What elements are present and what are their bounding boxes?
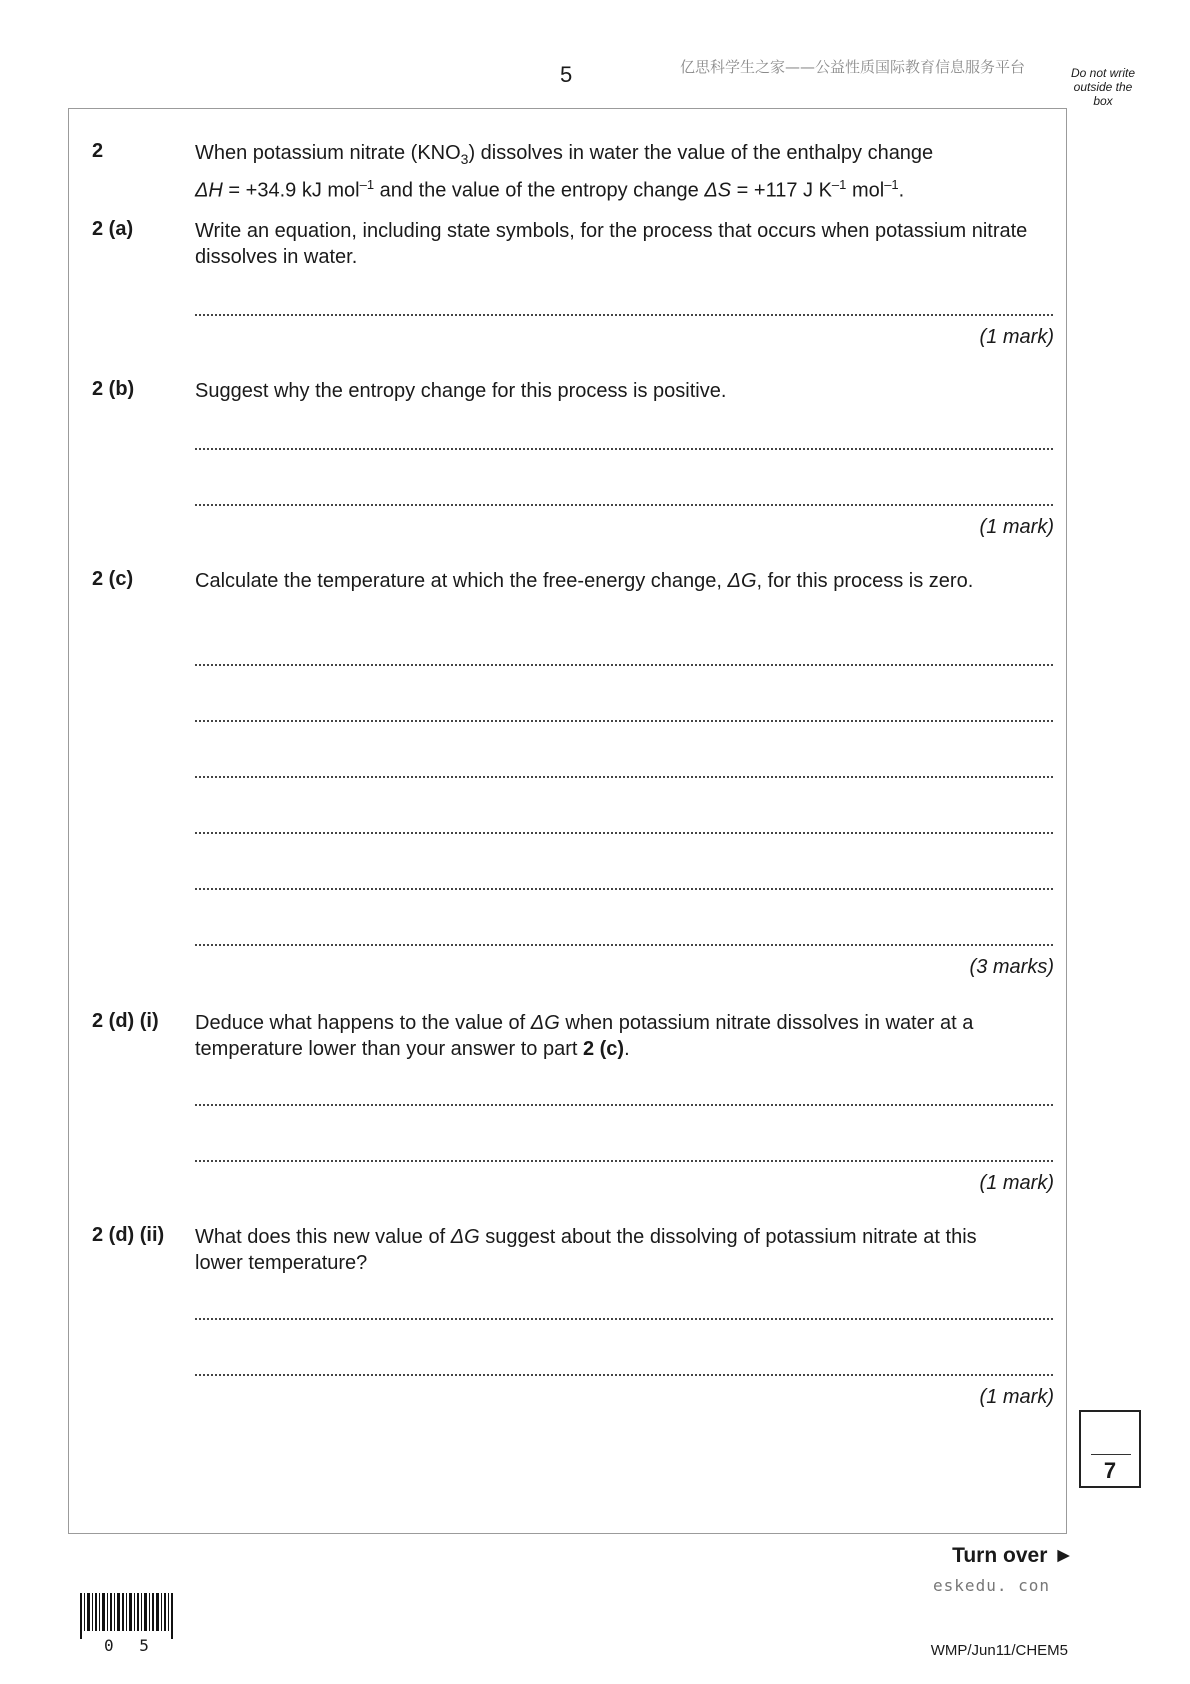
answer-line[interactable]: [195, 1374, 1053, 1376]
part-d-ii-text-a: What does this new value of: [195, 1226, 451, 1248]
part-reference: 2 (c): [582, 1038, 625, 1060]
stem-text: ) dissolves in water the value of the enthalpy change: [468, 142, 934, 164]
part-d-i-text-c: .: [624, 1038, 630, 1060]
delta-h-symbol: ΔH: [195, 179, 223, 202]
answer-line[interactable]: [195, 1318, 1053, 1320]
barcode-digits: 0 5: [104, 1636, 157, 1655]
answer-frame: [68, 108, 1067, 1534]
paper-code: WMP/Jun11/CHEM5: [930, 1642, 1068, 1659]
delta-g-symbol: ΔG: [727, 570, 757, 592]
answer-line[interactable]: [195, 504, 1053, 506]
answer-line[interactable]: [195, 1160, 1053, 1162]
part-b-label: 2 (b): [92, 378, 135, 400]
part-b-marks: (1 mark): [979, 516, 1054, 538]
stem-superscript: –1: [831, 177, 847, 192]
answer-line[interactable]: [195, 314, 1053, 316]
margin-note: Do not write outside the box: [1070, 66, 1136, 108]
stem-subscript: 3: [460, 151, 469, 167]
part-d-i-text-b: when potassium nitrate dissolves in water at a temperature lower than your answer to part: [195, 1012, 974, 1060]
part-d-ii-label: 2 (d) (ii): [92, 1224, 165, 1246]
part-a-text: Write an equation, including state symbols, for the process that occurs when potassium nitrate dissolves in water.: [195, 220, 1028, 268]
turn-over-label: Turn over ►: [952, 1544, 1074, 1567]
watermark-bottom: eskedu. con: [933, 1576, 1050, 1595]
stem-text: .: [898, 179, 905, 202]
stem-text: = +34.9 kJ mol: [222, 179, 360, 202]
part-d-ii-text: [195, 1224, 1015, 1276]
part-a-label: 2 (a): [92, 218, 134, 240]
stem-text: When potassium nitrate (KNO: [195, 142, 461, 164]
answer-line[interactable]: [195, 832, 1053, 834]
score-total: 7: [1103, 1458, 1117, 1483]
answer-line[interactable]: [195, 776, 1053, 778]
barcode-icon: [80, 1593, 176, 1639]
stem-superscript: –1: [359, 177, 375, 192]
part-a-marks: (1 mark): [979, 326, 1054, 348]
part-b-text: Suggest why the entropy change for this process is positive.: [195, 380, 727, 402]
delta-s-symbol: ΔS: [704, 179, 732, 202]
answer-line[interactable]: [195, 944, 1053, 946]
watermark-top: 亿思科学生之家——公益性质国际教育信息服务平台: [680, 58, 1026, 76]
stem-text: and the value of the entropy change: [374, 179, 705, 202]
answer-line[interactable]: [195, 448, 1053, 450]
question-stem: [195, 140, 1055, 204]
score-box: [1079, 1410, 1141, 1488]
delta-g-symbol: ΔG: [450, 1226, 480, 1248]
part-d-i-label: 2 (d) (i): [92, 1010, 159, 1032]
part-c-label: 2 (c): [92, 568, 134, 590]
part-c-text-b: , for this process is zero.: [756, 570, 974, 592]
part-c-text-a: Calculate the temperature at which the free-energy change,: [195, 570, 728, 592]
part-c-marks: (3 marks): [969, 956, 1054, 978]
stem-superscript: –1: [884, 177, 899, 192]
delta-g-symbol: ΔG: [530, 1012, 560, 1034]
part-d-i-marks: (1 mark): [979, 1172, 1054, 1194]
part-d-i-text: [195, 1010, 1055, 1062]
part-d-ii-text-b: suggest about the dissolving of potassium nitrate at this lower temperature?: [195, 1226, 977, 1274]
score-underline: [1091, 1454, 1131, 1455]
answer-line[interactable]: [195, 1104, 1053, 1106]
answer-line[interactable]: [195, 664, 1053, 666]
answer-line[interactable]: [195, 720, 1053, 722]
page-number: 5: [560, 62, 573, 87]
stem-text: = +117 J K: [731, 179, 832, 202]
stem-text: mol: [846, 179, 885, 202]
answer-line[interactable]: [195, 888, 1053, 890]
part-d-ii-marks: (1 mark): [979, 1386, 1054, 1408]
part-d-i-text-a: Deduce what happens to the value of: [195, 1012, 531, 1034]
question-number: 2: [92, 140, 104, 162]
part-c-text: [195, 568, 995, 594]
